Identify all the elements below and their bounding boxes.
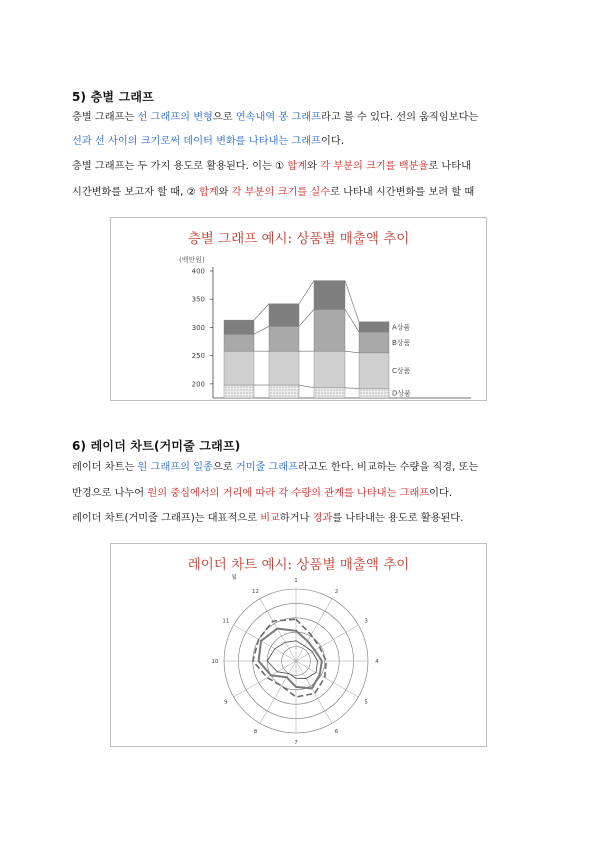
y-tick-label: 400 (191, 267, 205, 276)
radar-spoke (296, 599, 332, 661)
y-tick-label: 250 (191, 352, 205, 361)
series-label: C상품 (392, 367, 411, 376)
radar-axis-label: 4 (375, 659, 379, 665)
radar-axis-label: 11 (222, 618, 230, 625)
section-heading-stacked: 5) 층별 그래프 (72, 90, 154, 104)
stack-segment (269, 326, 299, 351)
stack-segment (314, 351, 345, 388)
stack-segment (224, 320, 254, 334)
paragraph-line (72, 160, 471, 174)
highlight-blue: 선과 선 사이의 크기로써 데이터 변화를 나타내는 그래프 (72, 136, 322, 147)
highlight-blue: 원 그래프의 일종 (137, 462, 213, 473)
series-label: D상품 (392, 389, 411, 398)
radar-axis-label: 3 (364, 618, 368, 625)
paragraph-line (72, 111, 478, 125)
highlight-blue: 거미줄 그래프 (235, 462, 299, 473)
connector-line (345, 351, 359, 353)
text-run: 라고 볼 수 있다. 선의 움직임보다는 (321, 112, 479, 123)
text-run: 층별 그래프는 두 가지 용도로 활용된다. 이는 ① (72, 161, 288, 172)
text-run: 레이더 차트는 (72, 462, 138, 473)
radar-axis-label: 6 (334, 729, 339, 736)
text-run: 와 (218, 187, 232, 198)
paragraph-line (72, 135, 344, 149)
radar-axis-label: 1 (294, 578, 298, 584)
text-run: 라고도 한다. 비교하는 수량을 직경, 또는 (298, 462, 479, 473)
connector-line (254, 326, 269, 334)
highlight-red: 각 부분의 크기를 실수 (231, 187, 331, 198)
connector-line (345, 281, 359, 322)
stacked-chart (111, 218, 486, 400)
text-run: 를 나타내는 용도로 활용된다. (332, 513, 464, 524)
stack-segment (359, 353, 389, 389)
radar-chart (111, 544, 486, 746)
text-run: 레이더 차트(거미줄 그래프)는 대표적으로 (72, 513, 261, 524)
radar-axis-label: 월 (231, 575, 237, 581)
connector-line (299, 309, 314, 326)
highlight-red: 합계 (198, 187, 219, 198)
highlight-red: 경과 (312, 513, 333, 524)
connector-line (299, 281, 314, 304)
paragraph-line (72, 186, 474, 200)
y-tick-label: 300 (191, 323, 205, 332)
radar-spoke (296, 661, 332, 723)
figure-title: 레이더 차트 예시: 상품별 매출액 추이 (187, 557, 410, 573)
text-run: 시간변화를 보고자 할 때, ② (72, 187, 199, 198)
stack-segment (224, 385, 254, 398)
radar-spoke (296, 661, 358, 697)
connector-line (345, 388, 359, 389)
paragraph-line (72, 461, 478, 475)
text-run: 하거나 (279, 513, 313, 524)
text-run: 반경으로 나누어 (72, 488, 148, 499)
stacked-chart-figure (110, 217, 487, 401)
radar-spoke (296, 625, 358, 661)
radar-axis-label: 10 (211, 659, 219, 665)
stack-segment (359, 388, 389, 398)
radar-axis-label: 5 (364, 699, 368, 706)
highlight-red: 비교 (260, 513, 280, 524)
paragraph-line (72, 487, 452, 501)
stack-segment (269, 304, 299, 327)
stack-segment (359, 322, 389, 332)
figure-title: 층별 그래프 예시: 상품별 매출액 추이 (187, 231, 410, 247)
paragraph-line (72, 512, 463, 526)
stack-segment (314, 388, 345, 398)
y-tick-label: 350 (191, 295, 205, 304)
text-run: 으로 (212, 112, 236, 123)
radar-axis-label: 12 (252, 588, 259, 595)
stack-segment (314, 309, 345, 351)
radar-axis-label: 9 (224, 699, 228, 706)
series-label: B상품 (392, 338, 411, 347)
connector-line (254, 304, 269, 320)
stack-segment (269, 385, 299, 398)
series-label: A상품 (392, 323, 411, 332)
radar-axis-label: 8 (253, 729, 258, 736)
y-axis-label: (백만원) (179, 256, 205, 264)
stack-segment (269, 351, 299, 385)
highlight-blue: 연속내역 봉 그래프 (235, 112, 322, 123)
text-run: 와 (307, 161, 321, 172)
text-run: 이다. (429, 488, 453, 499)
y-tick-label: 200 (191, 380, 205, 389)
stack-segment (359, 332, 389, 353)
stack-segment (314, 281, 345, 310)
text-run: 층별 그래프는 (72, 112, 138, 123)
text-run: 으로 (212, 462, 236, 473)
highlight-red: 각 부분의 크기를 백분율 (320, 161, 429, 172)
highlight-red: 원의 중심에서의 거리에 따라 각 수량의 관계를 나타내는 그래프 (147, 488, 430, 499)
highlight-blue: 선 그래프의 변형 (137, 112, 213, 123)
text-run: 로 나타내 시간변화를 보려 할 때 (330, 187, 475, 198)
radar-chart-figure (110, 543, 487, 747)
stack-segment (224, 334, 254, 351)
section-heading-radar: 6) 레이더 차트(거미줄 그래프) (72, 439, 241, 453)
connector-line (299, 385, 314, 388)
text-run: 로 나타내 (428, 161, 471, 172)
connector-line (345, 309, 359, 332)
radar-spoke (234, 661, 296, 697)
text-run: 이다. (321, 136, 344, 147)
radar-axis-label: 7 (294, 740, 298, 746)
radar-axis-label: 2 (334, 588, 339, 595)
stack-segment (224, 351, 254, 385)
highlight-red: 합계 (287, 161, 308, 172)
